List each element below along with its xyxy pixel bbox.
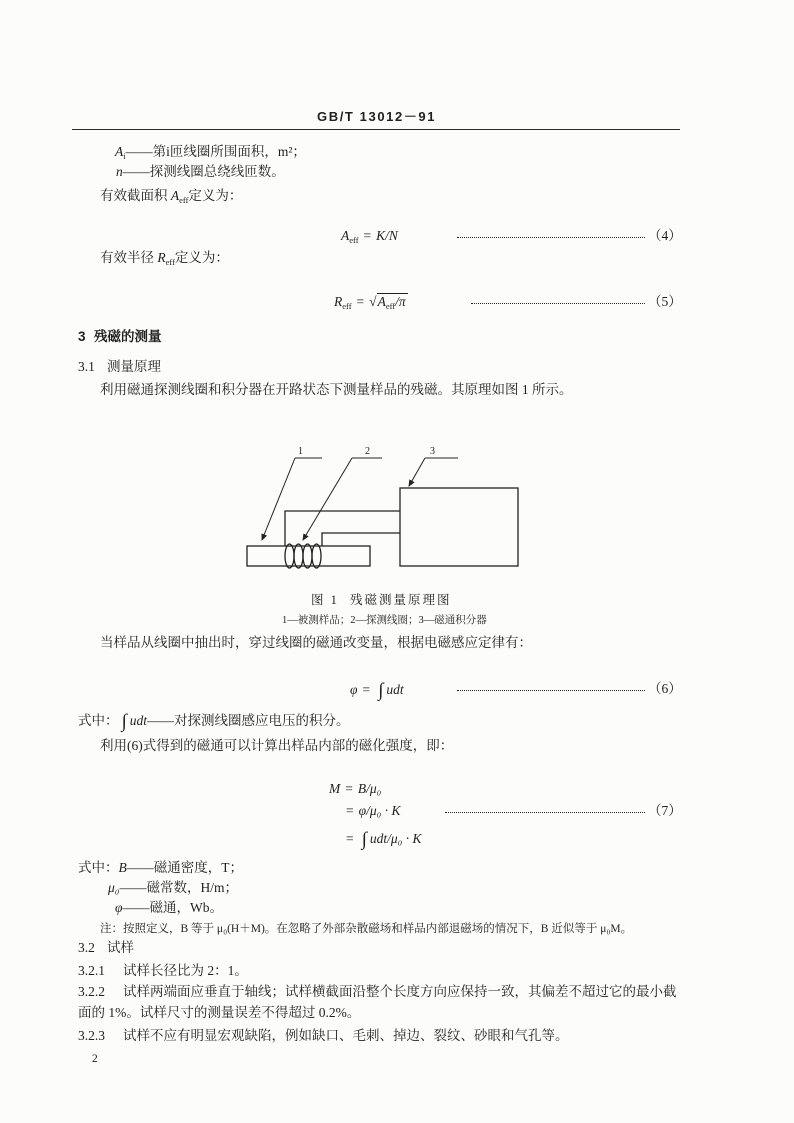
residual-magnetism-diagram [240, 440, 530, 575]
section-number: 3.2 [78, 940, 95, 955]
equation-7-line-3 [341, 829, 421, 848]
symbol-description: ——磁常数，H/m； [119, 880, 238, 895]
dot-leader [457, 237, 645, 238]
eq-operator: = [356, 294, 365, 309]
clause-text: 试样两端面应垂直于轴线；试样横截面沿整个长度方向应保持一致，其偏差不超过它的最小截 [123, 984, 677, 999]
symbol-description: ——磁通，Wb。 [122, 900, 223, 915]
eq-lhs: M [329, 781, 341, 796]
clause-3-2-1 [78, 962, 248, 980]
figure-caption-number: 图 1 [311, 593, 339, 607]
integral-sign: ∫ [378, 680, 384, 701]
section-number: 3 [78, 329, 86, 344]
clause-3-2-3 [78, 1027, 569, 1045]
symbol: φ [115, 900, 123, 915]
callout-leader [262, 458, 295, 540]
page-number: 2 [92, 1053, 98, 1065]
eq-lhs-subscript: eff [349, 235, 359, 245]
section-title: 测量原理 [107, 359, 161, 374]
equation-6-where [78, 711, 349, 730]
eq-integrand: udt [129, 713, 147, 728]
eq-rhs: udt/μ₀ · K [369, 831, 422, 846]
symbol: μ₀ [108, 880, 120, 895]
section-heading-3-2 [78, 939, 134, 957]
section-number: 3.1 [78, 359, 95, 374]
clause-text: 试样长径比为 2：1。 [123, 963, 248, 978]
clause-number: 3.2.2 [78, 984, 105, 999]
eq-operator: = [345, 781, 353, 796]
radicand-subscript: eff [385, 301, 396, 311]
symbol-subscript: eff [179, 195, 189, 205]
symbol-subscript: i [123, 151, 126, 161]
where-prefix: 式中： [78, 713, 119, 728]
equation-number: （5） [648, 294, 682, 309]
eq-rhs: K/N [376, 228, 398, 243]
section-heading-3 [78, 328, 162, 346]
radicand-rest: /π [395, 294, 406, 309]
clause-3-2-2-continuation: 面的 1%。试样尺寸的测量误差不得超过 0.2%。 [78, 1005, 361, 1020]
text: 有效半径 [100, 250, 154, 265]
equation-6 [350, 680, 404, 699]
equation-number: （7） [648, 803, 682, 818]
lead-wire [285, 511, 400, 546]
section-title: 试样 [107, 940, 134, 955]
integral-sign: ∫ [361, 829, 367, 850]
clause-number: 3.2.1 [78, 963, 105, 978]
dot-leader [457, 690, 645, 691]
eq-operator: = [346, 803, 354, 818]
equation-4 [341, 227, 398, 246]
symbol-description: ——探测线圈总绕线匝数。 [122, 164, 285, 179]
figure-legend: 1—被测样品；2—探测线圈；3—磁通积分器 [282, 615, 487, 626]
equation-number: （4） [648, 228, 682, 243]
section-heading-3-1 [78, 358, 161, 376]
eq-lhs: φ [350, 682, 358, 697]
figure-caption-title: 残磁测量原理图 [350, 593, 452, 607]
sample-bar [247, 546, 370, 566]
section-title: 残磁的测量 [94, 329, 162, 344]
integral-sign: ∫ [121, 711, 127, 732]
equation-number: （6） [648, 681, 682, 696]
symbol: B [118, 860, 127, 875]
eq-lhs: R [334, 294, 343, 309]
clause-text: 试样不应有明显宏观缺陷，例如缺口、毛刺、掉边、裂纹、砂眼和气孔等。 [123, 1028, 569, 1043]
where-prefix: 式中： [78, 860, 119, 875]
dot-leader [471, 303, 645, 304]
symbol-definition-ai [115, 143, 306, 162]
lead-wire [322, 533, 400, 546]
symbol: R [157, 250, 166, 265]
aeff-definition-intro [100, 187, 242, 206]
radicand-var: A [377, 294, 386, 309]
symbol-definition-b [78, 859, 243, 877]
paragraph-magnetization: 利用(6)式得到的磁通可以计算出样品内部的磁化强度，即： [100, 738, 454, 753]
eq-operator: = [363, 228, 372, 243]
eq-lhs: A [341, 228, 350, 243]
equation-7-line-1 [329, 780, 381, 798]
text: 定义为： [174, 250, 229, 265]
eq-operator: = [346, 831, 354, 846]
clause-3-2-2 [78, 983, 677, 1001]
paragraph-principle: 利用磁通探测线圈和积分器在开路状态下测量样品的残磁。其原理如图 1 所示。 [100, 382, 573, 397]
note: 注：按照定义，B 等于 μ₀(H＋M)。在忽略了外部杂散磁场和样品内部退磁场的情况下，B 近似等于 μ₀M。 [100, 923, 633, 935]
callout-label: 3 [430, 446, 435, 457]
callout-leader [303, 458, 352, 540]
standard-code: GB/T 13012－91 [317, 109, 437, 124]
eq-rhs: φ/μ₀ · K [358, 803, 401, 818]
callout-leader [409, 458, 425, 486]
equation-7-line-2 [341, 802, 400, 820]
radical-sign: √ [369, 294, 377, 309]
text: 定义为： [188, 188, 243, 203]
symbol-description: ——磁通密度，T； [126, 860, 243, 875]
callout-label: 2 [365, 446, 370, 457]
equation-5 [334, 293, 408, 312]
symbol: A [115, 144, 124, 159]
dot-leader [445, 812, 645, 813]
symbol: n [116, 164, 123, 179]
eq-operator: = [362, 682, 371, 697]
header-rule [72, 129, 680, 130]
eq-rhs: B/μ₀ [357, 781, 382, 796]
symbol: A [170, 188, 180, 203]
text: 有效截面积 [100, 188, 168, 203]
eq-lhs-subscript: eff [342, 301, 352, 311]
symbol-definition-mu0 [108, 879, 238, 897]
clause-number: 3.2.3 [78, 1028, 105, 1043]
callout-label: 1 [298, 446, 303, 457]
flux-integrator-box [400, 488, 518, 566]
reff-definition-intro [100, 249, 229, 268]
paragraph-extraction: 当样品从线圈中抽出时，穿过线圈的磁通改变量，根据电磁感应定律有： [100, 635, 532, 650]
radicand [377, 293, 408, 309]
where-description: ——对探测线圈感应电压的积分。 [146, 713, 350, 728]
symbol-definition-phi [115, 899, 223, 917]
symbol-subscript: eff [165, 257, 175, 267]
symbol-description: ——第i匝线圈所围面积，m²； [125, 144, 306, 159]
symbol-definition-n [116, 163, 285, 181]
eq-integrand: udt [386, 682, 404, 697]
